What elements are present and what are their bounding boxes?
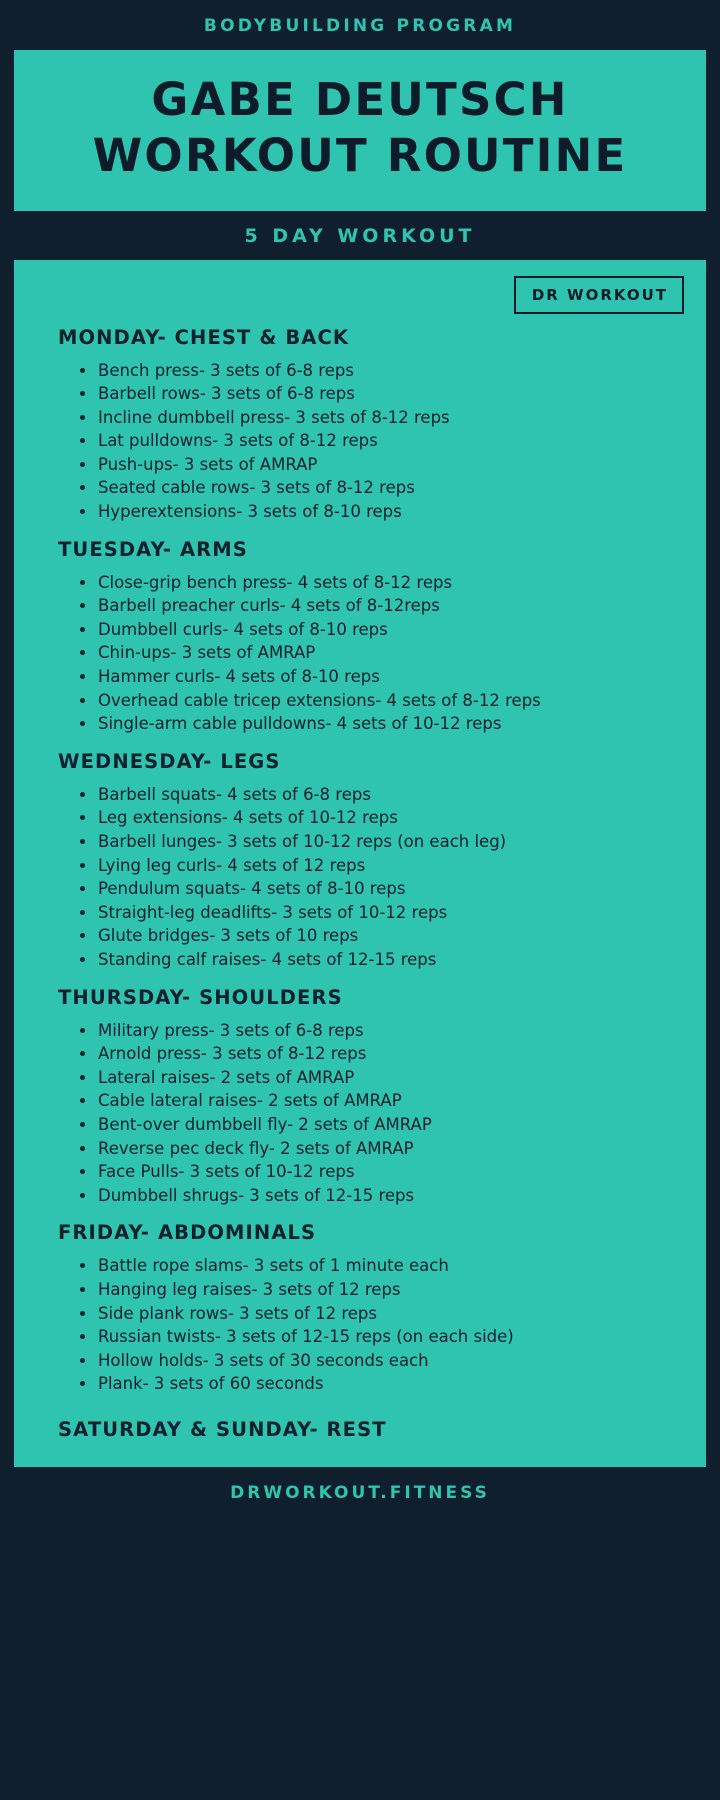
list-item: Face Pulls- 3 sets of 10-12 reps — [80, 1160, 684, 1184]
list-item: Military press- 3 sets of 6-8 reps — [80, 1019, 684, 1043]
exercise-list — [58, 571, 684, 736]
day-section-thursday — [14, 986, 706, 1208]
list-item: Barbell preacher curls- 4 sets of 8-12reps — [80, 594, 684, 618]
list-item: Hyperextensions- 3 sets of 8-10 reps — [80, 500, 684, 524]
list-item: Lying leg curls- 4 sets of 12 reps — [80, 854, 684, 878]
day-section-tuesday — [14, 538, 706, 736]
list-item: Bent-over dumbbell fly- 2 sets of AMRAP — [80, 1113, 684, 1137]
list-item: Leg extensions- 4 sets of 10-12 reps — [80, 806, 684, 830]
badge-row — [14, 276, 706, 314]
list-item: Standing calf raises- 4 sets of 12-15 reps — [80, 948, 684, 972]
list-item: Lateral raises- 2 sets of AMRAP — [80, 1066, 684, 1090]
list-item: Barbell rows- 3 sets of 6-8 reps — [80, 382, 684, 406]
routine-panel — [14, 260, 706, 1467]
list-item: Russian twists- 3 sets of 12-15 reps (on each side) — [80, 1325, 684, 1349]
list-item: Close-grip bench press- 4 sets of 8-12 reps — [80, 571, 684, 595]
brand-badge: DR WORKOUT — [514, 276, 684, 314]
list-item: Overhead cable tricep extensions- 4 sets of 8-12 reps — [80, 689, 684, 713]
list-item: Dumbbell curls- 4 sets of 8-10 reps — [80, 618, 684, 642]
exercise-list — [58, 783, 684, 972]
list-item: Cable lateral raises- 2 sets of AMRAP — [80, 1089, 684, 1113]
list-item: Bench press- 3 sets of 6-8 reps — [80, 359, 684, 383]
exercise-list — [58, 1254, 684, 1396]
list-item: Dumbbell shrugs- 3 sets of 12-15 reps — [80, 1184, 684, 1208]
page-title-line-2: WORKOUT ROUTINE — [92, 129, 628, 183]
day-section-friday — [14, 1221, 706, 1396]
list-item: Glute bridges- 3 sets of 10 reps — [80, 924, 684, 948]
list-item: Seated cable rows- 3 sets of 8-12 reps — [80, 476, 684, 500]
footer-site: DRWORKOUT.FITNESS — [230, 1482, 490, 1503]
list-item: Lat pulldowns- 3 sets of 8-12 reps — [80, 429, 684, 453]
day-heading: WEDNESDAY- LEGS — [58, 749, 281, 773]
list-item: Push-ups- 3 sets of AMRAP — [80, 453, 684, 477]
list-item: Single-arm cable pulldowns- 4 sets of 10-12 reps — [80, 712, 684, 736]
list-item: Straight-leg deadlifts- 3 sets of 10-12 reps — [80, 901, 684, 925]
title-block — [14, 50, 706, 211]
day-heading: MONDAY- CHEST & BACK — [58, 325, 350, 349]
exercise-list — [58, 1019, 684, 1208]
list-item: Barbell squats- 4 sets of 6-8 reps — [80, 783, 684, 807]
list-item: Hanging leg raises- 3 sets of 12 reps — [80, 1278, 684, 1302]
day-section-monday — [14, 326, 706, 524]
list-item: Side plank rows- 3 sets of 12 reps — [80, 1302, 684, 1326]
list-item: Plank- 3 sets of 60 seconds — [80, 1372, 684, 1396]
day-section-wednesday — [14, 750, 706, 972]
program-subtitle: 5 DAY WORKOUT — [244, 224, 476, 247]
day-heading: FRIDAY- ABDOMINALS — [58, 1221, 317, 1245]
list-item: Reverse pec deck fly- 2 sets of AMRAP — [80, 1137, 684, 1161]
list-item: Arnold press- 3 sets of 8-12 reps — [80, 1042, 684, 1066]
list-item: Chin-ups- 3 sets of AMRAP — [80, 641, 684, 665]
rest-day-heading: SATURDAY & SUNDAY- REST — [58, 1417, 387, 1441]
day-heading: TUESDAY- ARMS — [58, 537, 248, 561]
list-item: Hammer curls- 4 sets of 8-10 reps — [80, 665, 684, 689]
list-item: Barbell lunges- 3 sets of 10-12 reps (on each leg) — [80, 830, 684, 854]
list-item: Hollow holds- 3 sets of 30 seconds each — [80, 1349, 684, 1373]
exercise-list — [58, 359, 684, 524]
list-item: Incline dumbbell press- 3 sets of 8-12 reps — [80, 406, 684, 430]
list-item: Pendulum squats- 4 sets of 8-10 reps — [80, 877, 684, 901]
program-eyebrow: BODYBUILDING PROGRAM — [203, 16, 517, 36]
page-title-line-1: GABE DEUTSCH — [151, 73, 569, 126]
list-item: Battle rope slams- 3 sets of 1 minute each — [80, 1254, 684, 1278]
sections-container — [14, 314, 706, 1441]
day-heading: THURSDAY- SHOULDERS — [58, 985, 343, 1009]
